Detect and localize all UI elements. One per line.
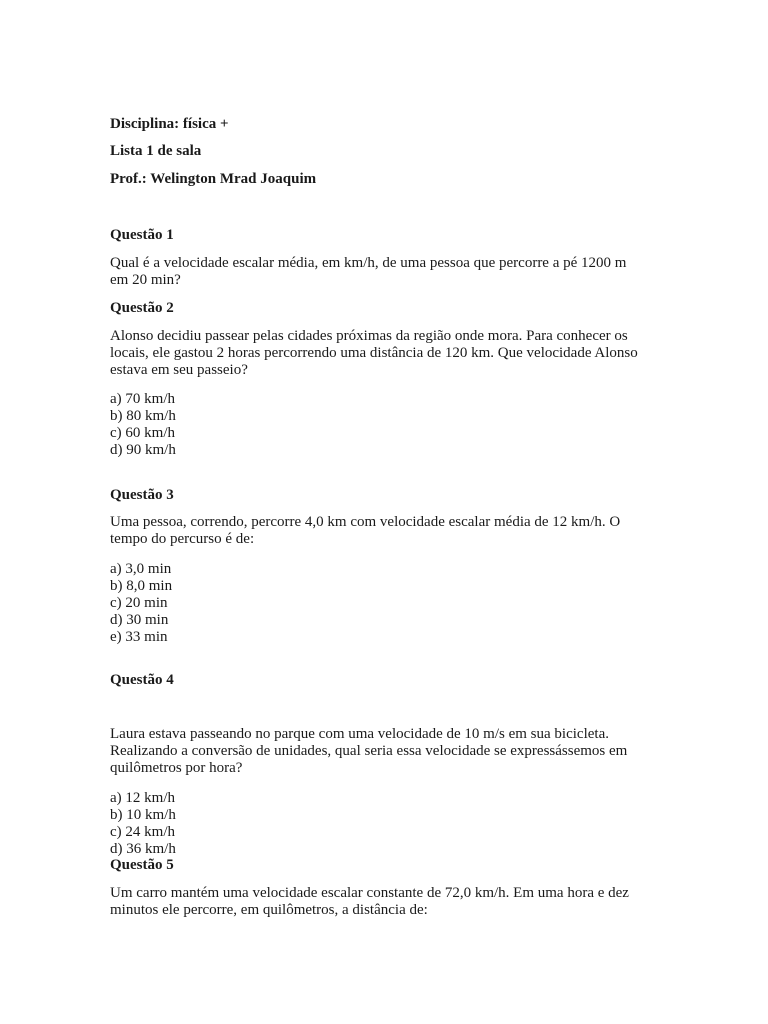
question-3-text-line: tempo do percurso é de: <box>110 531 255 547</box>
list-heading: Lista 1 de sala <box>110 143 202 159</box>
question-3-option: d) 30 min <box>110 612 169 628</box>
question-3-option: b) 8,0 min <box>110 578 173 594</box>
question-1-text-line: Qual é a velocidade escalar média, em km/h, de uma pessoa que percorre a pé 1200 m <box>110 255 627 271</box>
question-1-text-line: em 20 min? <box>110 272 181 288</box>
question-2-text-line: estava em seu passeio? <box>110 362 248 378</box>
question-1-title: Questão 1 <box>110 227 174 243</box>
question-5-title: Questão 5 <box>110 857 174 873</box>
question-3-text-line: Uma pessoa, correndo, percorre 4,0 km com velocidade escalar média de 12 km/h. O <box>110 514 621 530</box>
question-3-option: e) 33 min <box>110 629 168 645</box>
question-2-option: a) 70 km/h <box>110 391 175 407</box>
question-4-text-line: Laura estava passeando no parque com uma velocidade de 10 m/s em sua bicicleta. <box>110 726 609 742</box>
question-2-option: d) 90 km/h <box>110 442 176 458</box>
question-2-title: Questão 2 <box>110 300 174 316</box>
question-5-text-line: Um carro mantém uma velocidade escalar constante de 72,0 km/h. Em uma hora e dez <box>110 885 629 901</box>
question-4-option: a) 12 km/h <box>110 790 175 806</box>
question-4-option: d) 36 km/h <box>110 841 176 857</box>
question-2-option: c) 60 km/h <box>110 425 175 441</box>
question-2-option: b) 80 km/h <box>110 408 176 424</box>
question-3-option: a) 3,0 min <box>110 561 172 577</box>
question-3-option: c) 20 min <box>110 595 168 611</box>
professor-heading: Prof.: Welington Mrad Joaquim <box>110 171 317 187</box>
question-4-title: Questão 4 <box>110 672 174 688</box>
question-4-option: c) 24 km/h <box>110 824 175 840</box>
question-5-text-line: minutos ele percorre, em quilômetros, a distância de: <box>110 902 428 918</box>
question-4-text-line: Realizando a conversão de unidades, qual seria essa velocidade se expressássemos em <box>110 743 628 759</box>
question-2-text-line: Alonso decidiu passear pelas cidades próximas da região onde mora. Para conhecer os <box>110 328 628 344</box>
question-3-title: Questão 3 <box>110 487 174 503</box>
discipline-heading: Disciplina: física + <box>110 116 229 132</box>
question-4-option: b) 10 km/h <box>110 807 176 823</box>
question-2-text-line: locais, ele gastou 2 horas percorrendo uma distância de 120 km. Que velocidade Alonso <box>110 345 638 361</box>
question-4-text-line: quilômetros por hora? <box>110 760 243 776</box>
